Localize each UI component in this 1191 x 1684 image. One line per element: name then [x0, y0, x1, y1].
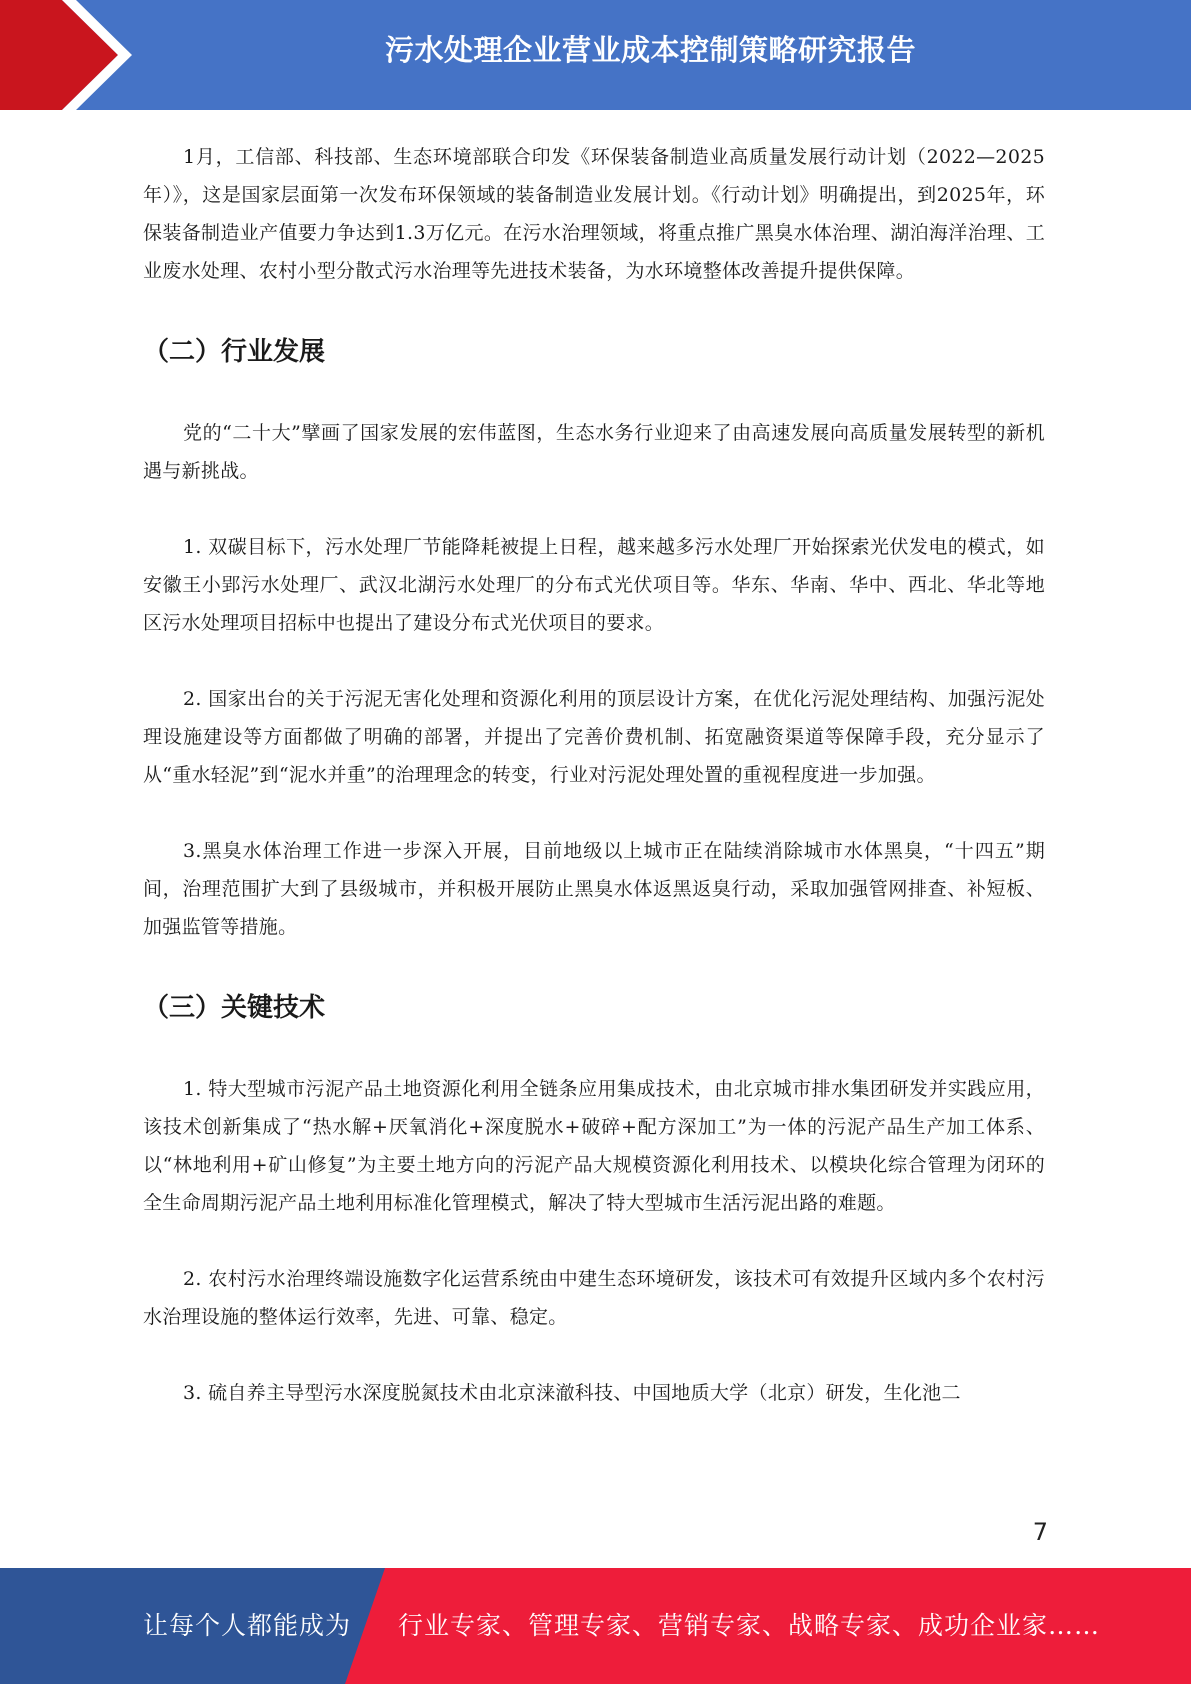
- paragraph: 1. 特大型城市污泥产品土地资源化利用全链条应用集成技术，由北京城市排水集团研发并实践应用，该技术创新集成了“热水解+厌氧消化+深度脱水+破碎+配方深加工”为一体的污泥产品生产加工体系、以“林地利用+矿山修复”为主要土地方向的污泥产品大规模资源化利用技术、以模块化综合管理为闭环的全生命周期污泥产品土地利用标准化管理模式，解决了特大型城市生活污泥出路的难题。: [143, 1078, 1045, 1214]
- paragraph: 2. 国家出台的关于污泥无害化处理和资源化利用的顶层设计方案，在优化污泥处理结构、加强污泥处理设施建设等方面都做了明确的部署，并提出了完善价费机制、拓宽融资渠道等保障手段，充分显示了从“重水轻泥”到“泥水并重”的治理理念的转变，行业对污泥处理处置的重视程度进一步加强。: [143, 688, 1045, 786]
- footer-slogan-right: 行业专家、管理专家、营销专家、战略专家、成功企业家……: [398, 1611, 1101, 1640]
- intro-paragraph: 1月，工信部、科技部、生态环境部联合印发《环保装备制造业高质量发展行动计划（2022—2025年）》，这是国家层面第一次发布环保领域的装备制造业发展计划。《行动计划》明确提出，到2025年，环保装备制造业产值要力争达到1.3万亿元。在污水治理领域，将重点推广黑臭水体治理、湖泊海洋治理、工业废水处理、农村小型分散式污水治理等先进技术装备，为水环境整体改善提升提供保障。: [143, 146, 1045, 282]
- report-title: 污水处理企业营业成本控制策略研究报告: [384, 33, 916, 67]
- paragraph: 3. 硫自养主导型污水深度脱氮技术由北京涞澈科技、中国地质大学（北京）研发，生化池二: [183, 1382, 961, 1404]
- footer-slogan-left: 让每个人都能成为: [143, 1611, 352, 1640]
- page-header: [0, 0, 1191, 110]
- page-number: 7: [1032, 1518, 1048, 1546]
- paragraph: 1. 双碳目标下，污水处理厂节能降耗被提上日程，越来越多污水处理厂开始探索光伏发电的模式，如安徽王小郢污水处理厂、武汉北湖污水处理厂的分布式光伏项目等。华东、华南、华中、西北、华北等地区污水处理项目招标中也提出了建设分布式光伏项目的要求。: [143, 536, 1045, 634]
- page-footer: [0, 1568, 1191, 1684]
- paragraph: 党的“二十大”擘画了国家发展的宏伟蓝图，生态水务行业迎来了由高速发展向高质量发展转型的新机遇与新挑战。: [143, 422, 1045, 482]
- paragraph: 3.黑臭水体治理工作进一步深入开展，目前地级以上城市正在陆续消除城市水体黑臭，“十四五”期间，治理范围扩大到了县级城市，并积极开展防止黑臭水体返黑返臭行动，采取加强管网排查、补短板、加强监管等措施。: [143, 840, 1045, 938]
- chevron-arrow-icon: [0, 0, 150, 110]
- paragraph: 2. 农村污水治理终端设施数字化运营系统由中建生态环境研发，该技术可有效提升区域内多个农村污水治理设施的整体运行效率，先进、可靠、稳定。: [143, 1268, 1045, 1328]
- section-heading-industry-development: （二）行业发展: [143, 337, 326, 367]
- section-heading-key-technologies: （三）关键技术: [143, 993, 326, 1023]
- document-body: [143, 138, 1045, 1412]
